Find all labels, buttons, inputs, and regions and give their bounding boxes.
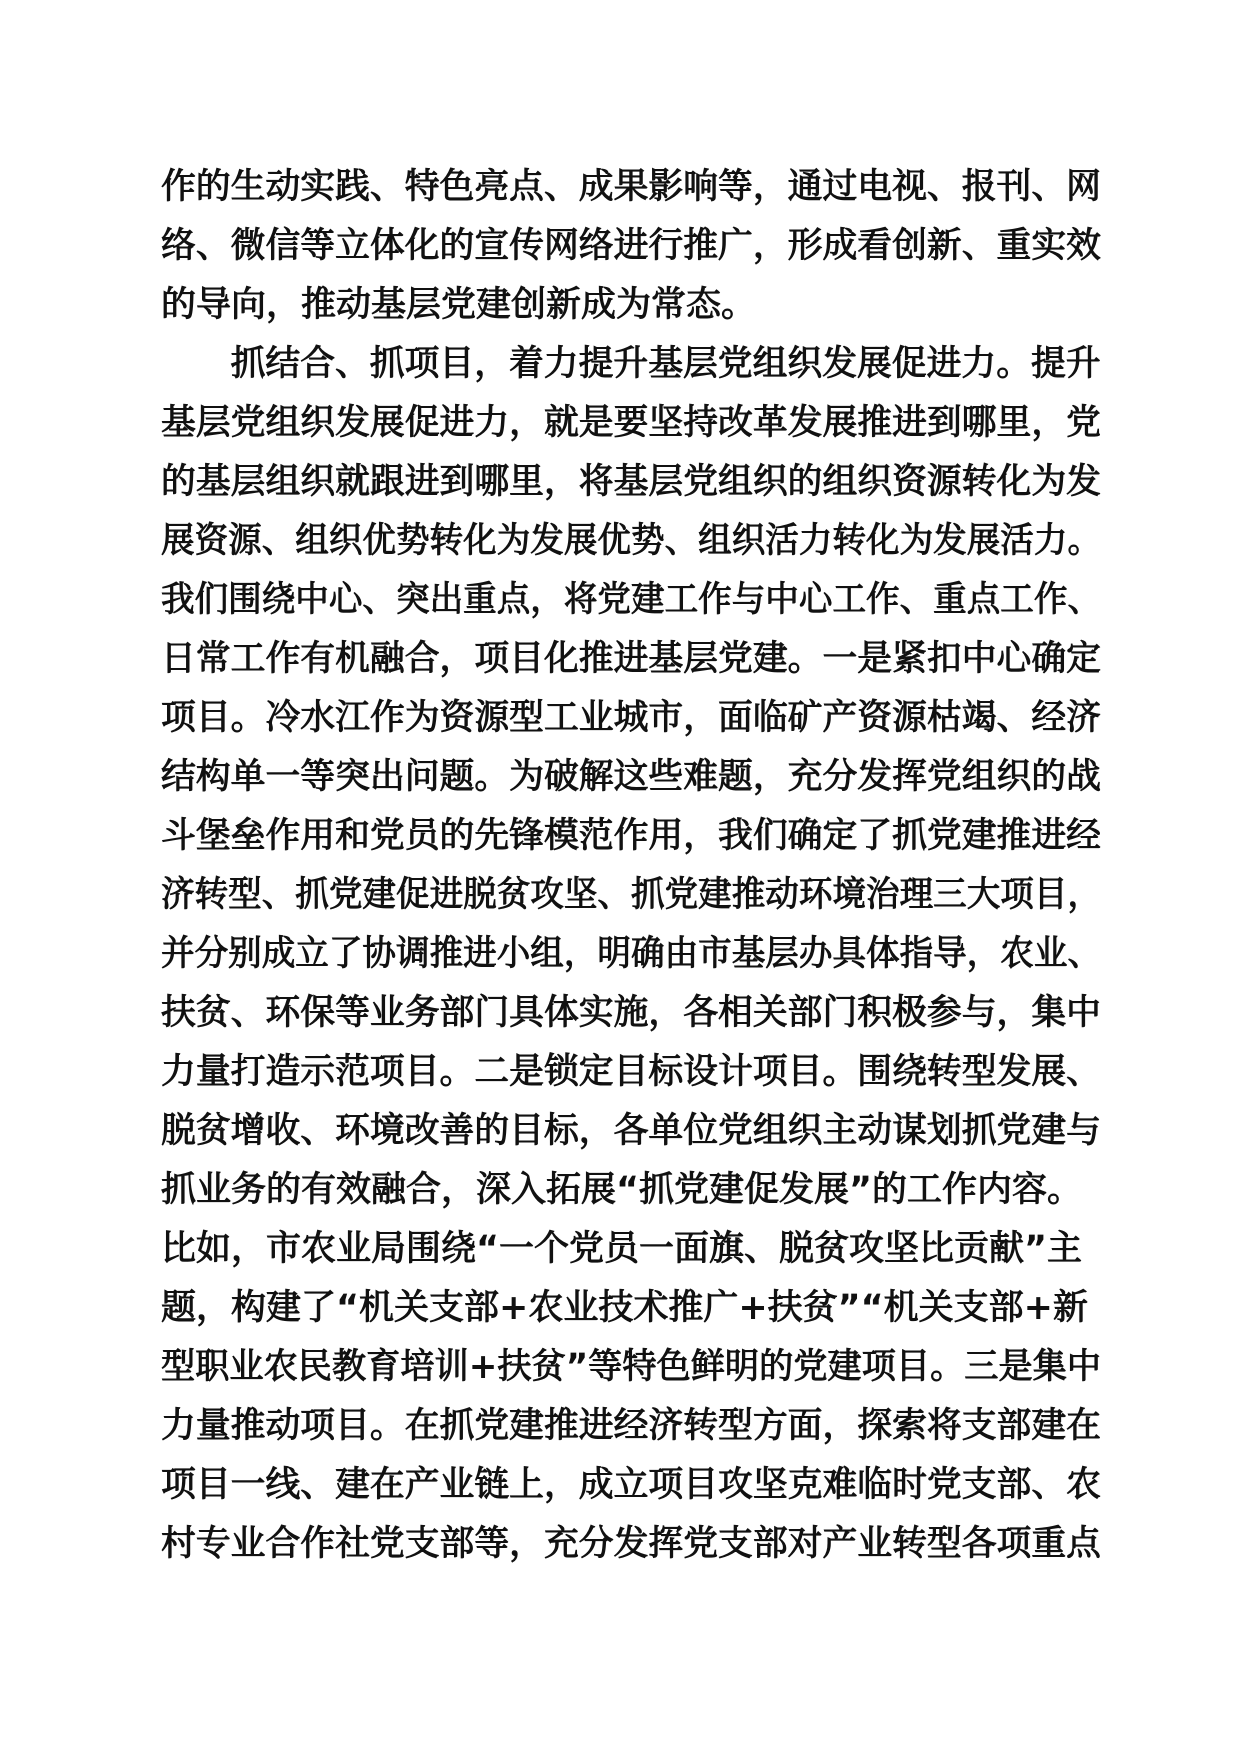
paragraph-first-line: 抓结合、抓项目，着力提升基层党组织发展促进力。提升 bbox=[230, 344, 1101, 384]
text-line: 项目一线、建在产业链上，成立项目攻坚克难临时党支部、农 bbox=[161, 1465, 1102, 1505]
text-line: 项目。冷水江作为资源型工业城市，面临矿产资源枯竭、经济 bbox=[161, 698, 1102, 738]
text-line: 的基层组织就跟进到哪里，将基层党组织的组织资源转化为发 bbox=[161, 462, 1102, 502]
text-line: 基层党组织发展促进力，就是要坚持改革发展推进到哪里，党 bbox=[161, 403, 1102, 443]
text-line: 扶贫、环保等业务部门具体实施，各相关部门积极参与，集中 bbox=[161, 993, 1102, 1033]
text-line: 日常工作有机融合，项目化推进基层党建。一是紧扣中心确定 bbox=[161, 639, 1102, 679]
text-line: 斗堡垒作用和党员的先锋模范作用，我们确定了抓党建推进经 bbox=[161, 816, 1102, 856]
document-body bbox=[161, 158, 1101, 1574]
text-line: 展资源、组织优势转化为发展优势、组织活力转化为发展活力。 bbox=[161, 521, 1102, 561]
text-line: 脱贫增收、环境改善的目标，各单位党组织主动谋划抓党建与 bbox=[161, 1111, 1102, 1151]
text-line: 作的生动实践、特色亮点、成果影响等，通过电视、报刊、网 bbox=[161, 167, 1102, 207]
text-line: 济转型、抓党建促进脱贫攻坚、抓党建推动环境治理三大项目， bbox=[161, 875, 1102, 915]
text-line: 的导向，推动基层党建创新成为常态。 bbox=[161, 285, 757, 325]
text-line: 结构单一等突出问题。为破解这些难题，充分发挥党组织的战 bbox=[161, 757, 1102, 797]
text-line: 力量推动项目。在抓党建推进经济转型方面，探索将支部建在 bbox=[161, 1406, 1102, 1446]
text-line: 并分别成立了协调推进小组，明确由市基层办具体指导，农业、 bbox=[161, 934, 1102, 974]
text-line: 我们围绕中心、突出重点，将党建工作与中心工作、重点工作、 bbox=[161, 580, 1102, 620]
text-line: 抓业务的有效融合，深入拓展“抓党建促发展”的工作内容。 bbox=[161, 1170, 1083, 1210]
text-line: 比如，市农业局围绕“一个党员一面旗、脱贫攻坚比贡献”主 bbox=[161, 1229, 1083, 1269]
text-line: 村专业合作社党支部等，充分发挥党支部对产业转型各项重点 bbox=[161, 1524, 1102, 1564]
text-line: 络、微信等立体化的宣传网络进行推广，形成看创新、重实效 bbox=[161, 226, 1102, 266]
text-line: 型职业农民教育培训+扶贫”等特色鲜明的党建项目。三是集中 bbox=[161, 1347, 1102, 1387]
text-line: 题，构建了“机关支部+农业技术推广+扶贫”“机关支部+新 bbox=[161, 1288, 1088, 1328]
text-line: 力量打造示范项目。二是锁定目标设计项目。围绕转型发展、 bbox=[161, 1052, 1102, 1092]
